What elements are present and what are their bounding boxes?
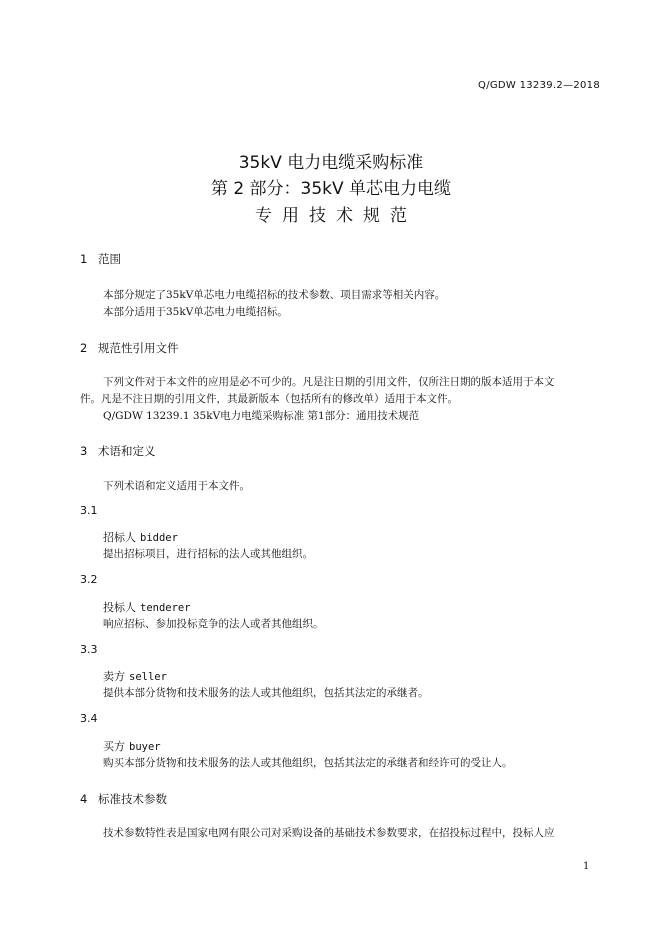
term-zh: 卖方	[103, 670, 125, 683]
term-definition: 提出招标项目，进行招标的法人或其他组织。	[103, 548, 313, 560]
section-title: 规范性引用文件	[98, 341, 179, 355]
term-definition: 购买本部分货物和技术服务的法人或其他组织，包括其法定的承继者和经许可的受让人。	[103, 757, 513, 769]
term-en: tenderer	[140, 602, 191, 614]
section-number: 3	[80, 444, 88, 458]
term-en: buyer	[129, 741, 161, 753]
paragraph: 技术参数特性表是国家电网有限公司对采购设备的基础技术参数要求，在招投标过程中，投标人应	[103, 827, 555, 839]
section-title: 标准技术参数	[98, 792, 167, 806]
section-number: 4	[80, 792, 88, 806]
section-2-heading	[80, 340, 179, 356]
section-number: 2	[80, 341, 88, 355]
section-1-heading	[80, 251, 121, 267]
standard-code: Q/GDW 13239.2—2018	[478, 80, 600, 91]
section-3-heading	[80, 443, 156, 459]
term-definition: 提供本部分货物和技术服务的法人或其他组织，包括其法定的承继者。	[103, 687, 429, 699]
term-title	[103, 529, 178, 545]
term-number: 3.3	[80, 643, 98, 656]
term-title	[103, 599, 191, 615]
title-line-2: 第 2 部分：35kV 单芯电力电缆	[210, 179, 452, 199]
term-zh: 投标人	[103, 601, 136, 614]
term-number: 3.1	[80, 504, 98, 517]
term-zh: 买方	[103, 740, 125, 753]
paragraph: 下列文件对于本文件的应用是必不可少的。凡是注日期的引用文件，仅所注日期的版本适用于本文	[103, 376, 555, 388]
section-number: 1	[80, 252, 88, 266]
section-title: 术语和定义	[98, 444, 156, 458]
term-number: 3.2	[80, 573, 98, 586]
normative-reference: Q/GDW 13239.1 35kV电力电缆采购标准 第1部分：通用技术规范	[103, 410, 420, 422]
paragraph: 本部分规定了35kV单芯电力电缆招标的技术参数、项目需求等相关内容。	[103, 289, 446, 301]
term-en: seller	[129, 671, 167, 683]
page-number: 1	[583, 861, 590, 872]
term-title	[103, 668, 167, 684]
term-title	[103, 738, 161, 754]
term-definition: 响应招标、参加投标竞争的法人或者其他组织。	[103, 618, 324, 630]
term-zh: 招标人	[103, 531, 136, 544]
section-title: 范围	[98, 252, 121, 266]
term-en: bidder	[140, 532, 178, 544]
paragraph-continuation: 件。凡是不注日期的引用文件，其最新版本（包括所有的修改单）适用于本文件。	[80, 393, 458, 405]
section-4-heading	[80, 791, 167, 807]
term-number: 3.4	[80, 712, 98, 725]
title-line-3: 专用技术规范	[255, 206, 417, 226]
paragraph: 本部分适用于35kV单芯电力电缆招标。	[103, 306, 288, 318]
title-line-1: 35kV 电力电缆采购标准	[238, 153, 424, 173]
paragraph: 下列术语和定义适用于本文件。	[103, 480, 250, 492]
